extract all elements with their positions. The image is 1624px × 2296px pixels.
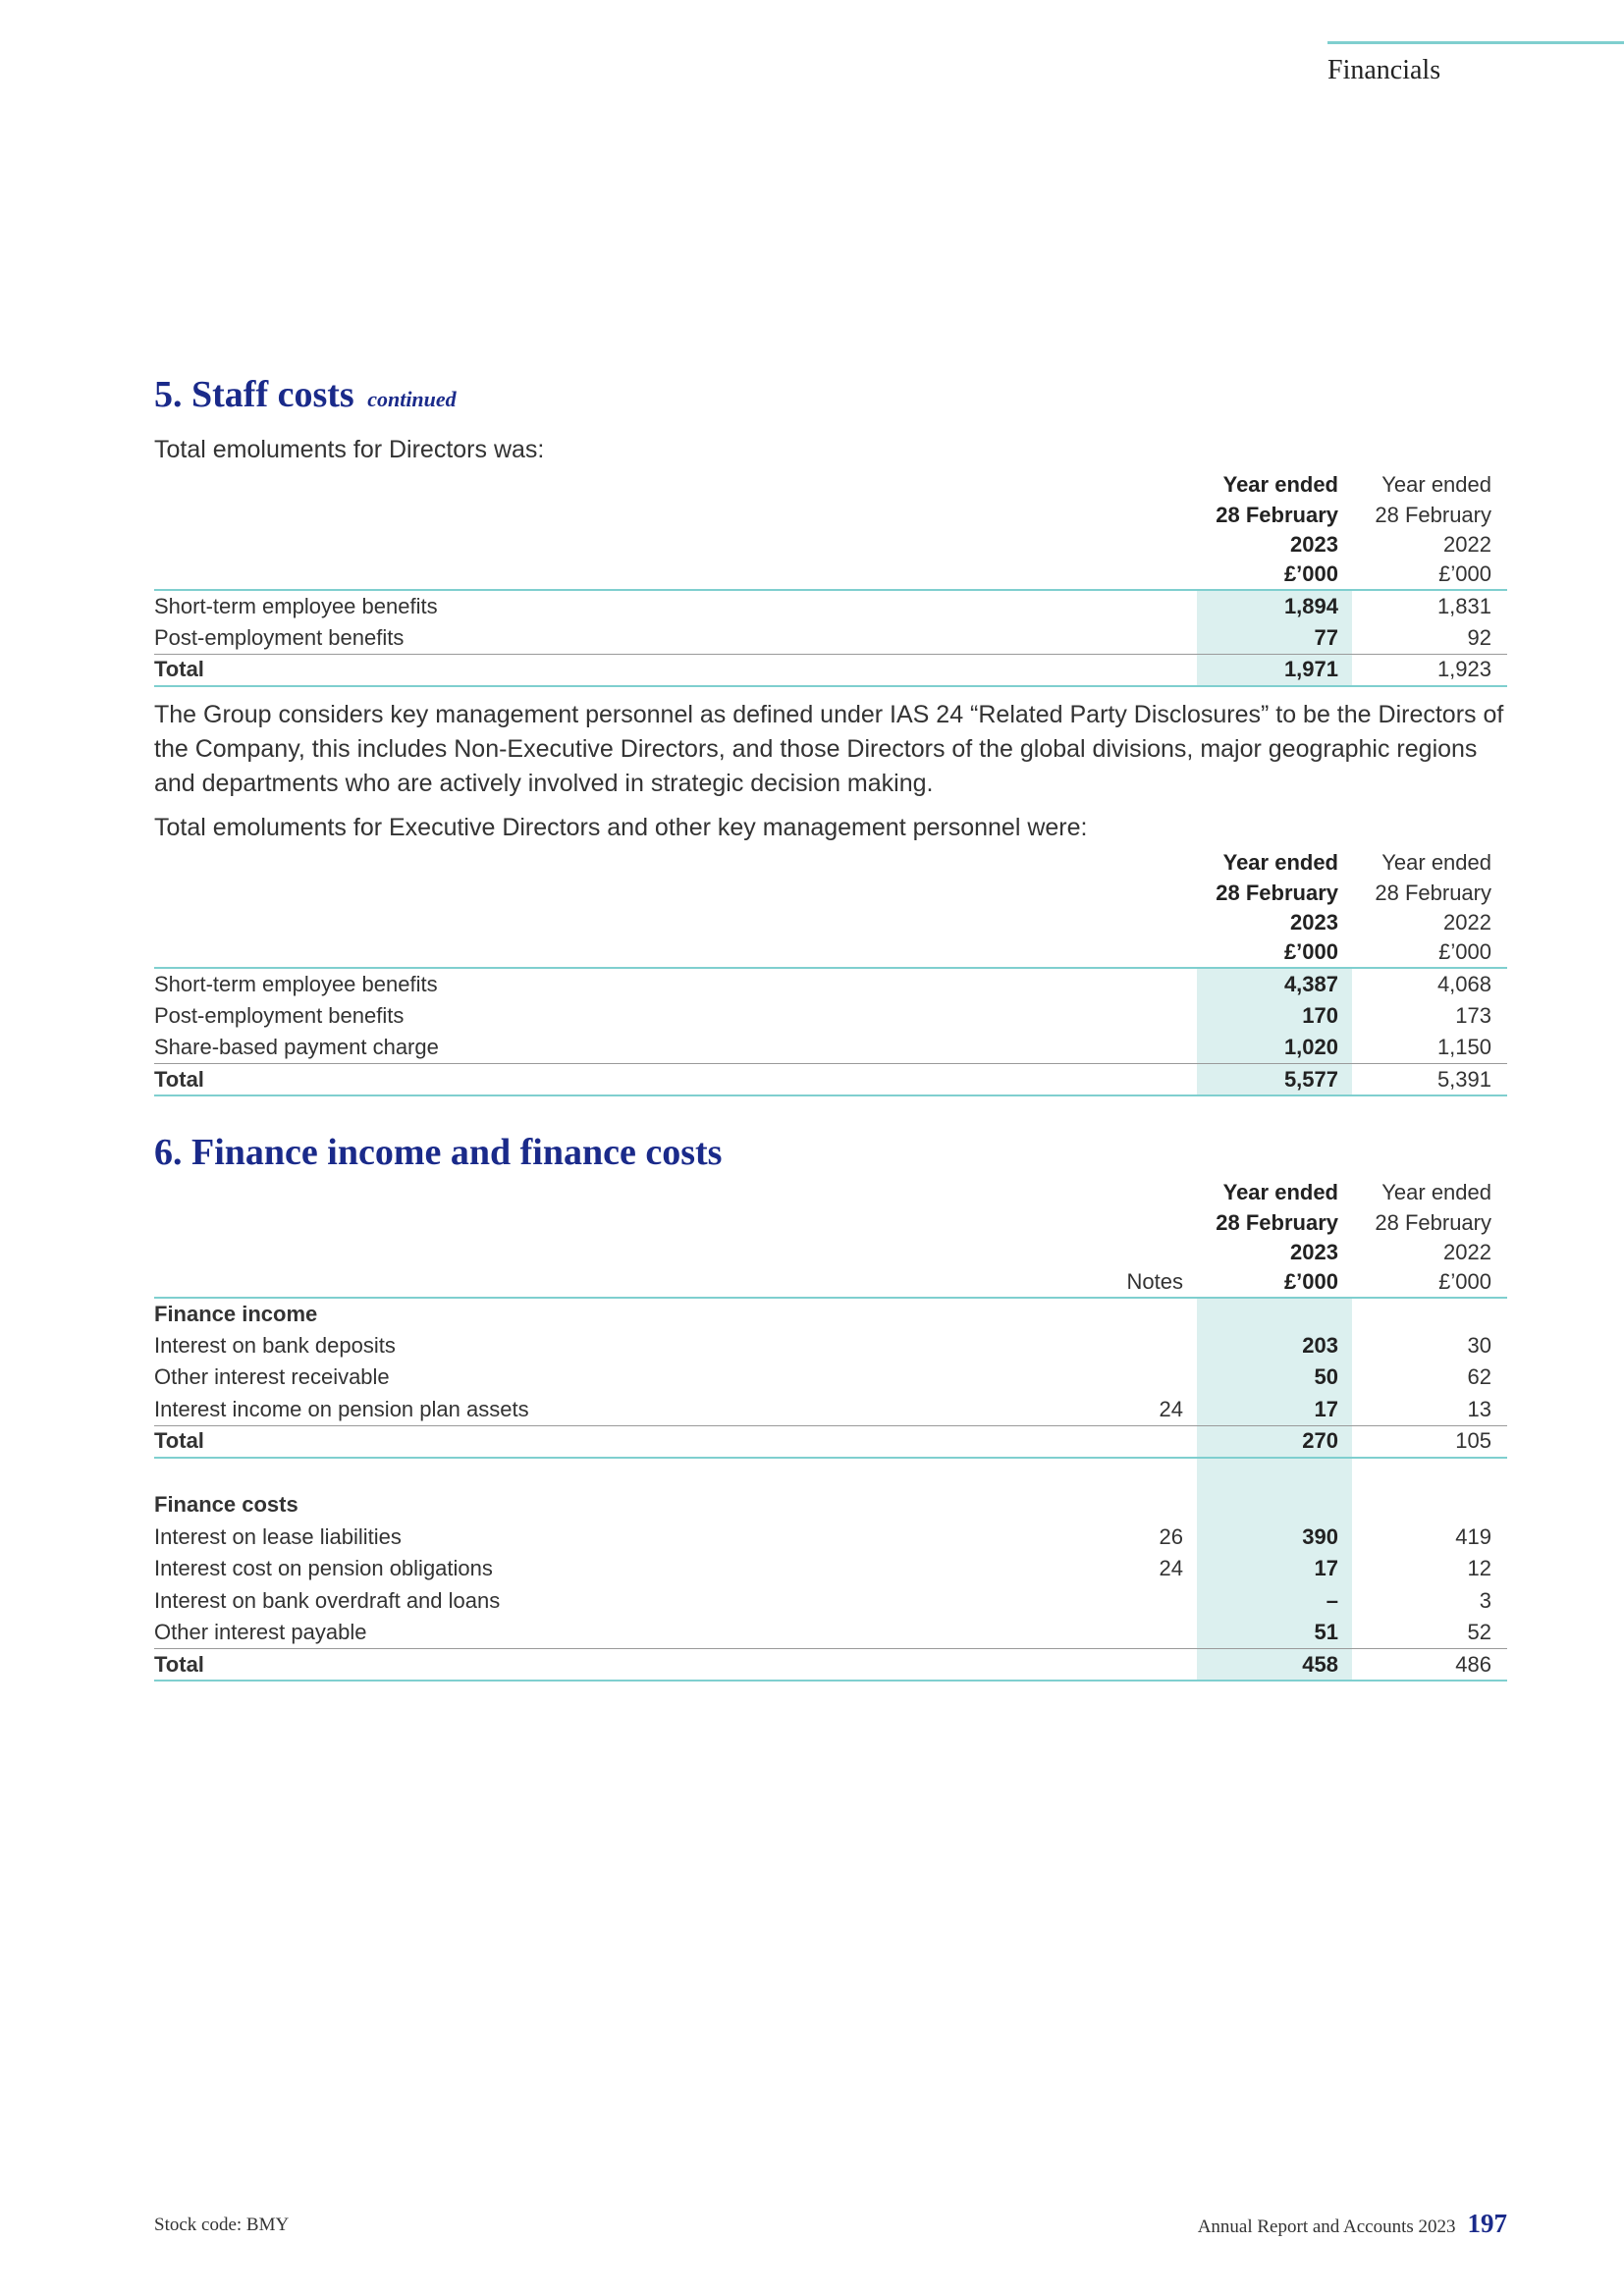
finance-income-heading: Finance income	[154, 1301, 318, 1326]
table-header-row	[154, 1238, 1507, 1268]
exec-table-wrap	[154, 848, 1507, 1096]
header-rule	[1327, 41, 1624, 44]
value-2022: 486	[1352, 1649, 1507, 1682]
value-2023: 77	[1197, 622, 1352, 655]
finance-table-wrap	[154, 1178, 1507, 1682]
directors-emoluments-table	[154, 470, 1507, 687]
value-2023: 5,577	[1197, 1064, 1352, 1096]
row-label: Post-employment benefits	[154, 624, 405, 650]
finance-income-costs-table	[154, 1178, 1507, 1682]
col-header-2023: £’000	[1197, 561, 1352, 591]
row-note	[1118, 1617, 1197, 1649]
value-2022: 92	[1467, 624, 1491, 650]
col-header-2023: 2023	[1197, 908, 1352, 938]
col-header-2022: Year ended	[1381, 472, 1491, 498]
table-header-row	[154, 938, 1507, 969]
footer-report	[1198, 2209, 1507, 2239]
total-row	[154, 1064, 1507, 1096]
row-note: 24	[1159, 1396, 1183, 1421]
exec-directors-intro: Total emoluments for Executive Directors and other key management personnel were:	[154, 814, 1088, 841]
value-2023: 1,894	[1197, 590, 1352, 622]
value-2022: 173	[1455, 1002, 1491, 1028]
stock-code: Stock code: BMY	[154, 2215, 290, 2235]
section-5-title	[154, 376, 1507, 413]
value-2022: 52	[1467, 1620, 1491, 1644]
col-header-2022: 2022	[1443, 910, 1491, 935]
value-2022: 1,923	[1352, 654, 1507, 686]
value-2023: 50	[1197, 1362, 1352, 1394]
value-2023: 17	[1197, 1553, 1352, 1585]
key-management-paragraph: The Group considers key management personnel as defined under IAS 24 “Related Party Disclosures” to be the Directors of the Company, this includes Non-Executive Directors, and those Directors of the global divisions, major geographic regions and departments who are actively involved in strategic decision making.	[154, 701, 1504, 797]
spacer-row	[154, 1458, 1507, 1490]
col-header-2023: 28 February	[1197, 1208, 1352, 1239]
row-label: Total	[154, 654, 1118, 686]
col-header-2022: 28 February	[1375, 1209, 1491, 1235]
col-header-2022: Year ended	[1381, 1180, 1491, 1205]
total-row	[154, 654, 1507, 686]
row-label: Total	[154, 1064, 1118, 1096]
row-label: Total	[154, 1425, 1118, 1458]
col-header-2022: £’000	[1352, 938, 1507, 969]
value-2023: 1,971	[1197, 654, 1352, 686]
col-header-2022: 28 February	[1375, 880, 1491, 905]
value-2022: 419	[1455, 1523, 1491, 1549]
col-header-2023: 28 February	[1197, 879, 1352, 909]
value-2023: 458	[1197, 1649, 1352, 1682]
col-header-2023: Year ended	[1197, 848, 1352, 879]
table-row	[154, 1362, 1507, 1394]
col-header-2023: 2023	[1197, 530, 1352, 561]
col-header-2022: Year ended	[1381, 850, 1491, 876]
directors-table-wrap	[154, 470, 1507, 687]
value-2023: 390	[1197, 1522, 1352, 1554]
value-2023: 17	[1197, 1394, 1352, 1426]
row-label: Post-employment benefits	[154, 1002, 405, 1028]
value-2023: 203	[1197, 1330, 1352, 1362]
table-row	[154, 1000, 1507, 1033]
table-row	[154, 1330, 1507, 1362]
table-header-row	[154, 1268, 1507, 1299]
directors-intro: Total emoluments for Directors was:	[154, 436, 545, 463]
total-row	[154, 1649, 1507, 1682]
section-label: Financials	[1327, 55, 1441, 85]
value-2023: 4,387	[1197, 968, 1352, 1000]
table-header-row	[154, 1178, 1507, 1208]
table-header-row	[154, 501, 1507, 531]
table-row	[154, 622, 1507, 655]
col-header-2023: £’000	[1197, 938, 1352, 969]
subheading-row	[154, 1298, 1507, 1330]
total-row	[154, 1425, 1507, 1458]
value-2022: 30	[1467, 1332, 1491, 1358]
row-label: Interest on bank overdraft and loans	[154, 1587, 501, 1613]
section-6-title: 6. Finance income and finance costs	[154, 1132, 723, 1173]
value-2022: 3	[1479, 1587, 1491, 1613]
col-header-2022: 2022	[1443, 532, 1491, 558]
value-2022: 62	[1467, 1364, 1491, 1390]
row-label: Interest on lease liabilities	[154, 1523, 402, 1549]
row-note	[1118, 1585, 1197, 1618]
row-note	[1118, 1330, 1197, 1362]
row-note: 24	[1159, 1556, 1183, 1581]
value-2023: –	[1197, 1585, 1352, 1618]
col-header-2023: Year ended	[1197, 1178, 1352, 1208]
value-2022: 12	[1467, 1556, 1491, 1581]
table-row	[154, 1394, 1507, 1426]
value-2023: 51	[1197, 1617, 1352, 1649]
table-header-row	[154, 530, 1507, 561]
table-row	[154, 1617, 1507, 1649]
value-2022: 1,831	[1436, 593, 1491, 618]
row-label: Share-based payment charge	[154, 1035, 439, 1059]
section-6	[154, 1134, 1507, 1171]
table-row	[154, 968, 1507, 1000]
row-label: Interest on bank deposits	[154, 1332, 396, 1358]
value-2022: 13	[1467, 1396, 1491, 1421]
col-header-2022: £’000	[1352, 561, 1507, 591]
table-header-row	[154, 908, 1507, 938]
exec-emoluments-table	[154, 848, 1507, 1096]
table-header-row	[154, 1208, 1507, 1239]
table-header-row	[154, 848, 1507, 879]
table-row	[154, 1553, 1507, 1585]
row-label: Short-term employee benefits	[154, 971, 438, 996]
section-5-title-text: 5. Staff costs	[154, 374, 354, 415]
value-2023: 270	[1197, 1425, 1352, 1458]
notes-header: Notes	[1118, 1268, 1197, 1299]
page-number: 197	[1467, 2209, 1507, 2238]
value-2022: 5,391	[1352, 1064, 1507, 1096]
section-5	[154, 376, 1507, 413]
col-header-2022: 2022	[1443, 1240, 1491, 1265]
subheading-row	[154, 1489, 1507, 1522]
row-label: Total	[154, 1649, 1118, 1682]
col-header-2023: 28 February	[1197, 501, 1352, 531]
row-label: Other interest receivable	[154, 1364, 390, 1390]
table-row	[154, 1522, 1507, 1554]
row-label: Short-term employee benefits	[154, 593, 438, 618]
col-header-2023: £’000	[1197, 1268, 1352, 1299]
row-label: Other interest payable	[154, 1620, 367, 1644]
table-header-row	[154, 561, 1507, 591]
finance-costs-heading: Finance costs	[154, 1492, 298, 1518]
col-header-2022: £’000	[1352, 1268, 1507, 1299]
table-header-row	[154, 879, 1507, 909]
table-row	[154, 590, 1507, 622]
col-header-2022: 28 February	[1375, 502, 1491, 527]
row-note: 26	[1159, 1523, 1183, 1549]
continued-label: continued	[367, 387, 457, 411]
value-2022: 4,068	[1436, 971, 1491, 996]
value-2022: 1,150	[1436, 1035, 1491, 1059]
value-2022: 105	[1352, 1425, 1507, 1458]
row-label: Interest cost on pension obligations	[154, 1556, 493, 1581]
report-title: Annual Report and Accounts 2023	[1197, 2216, 1456, 2237]
value-2023: 1,020	[1197, 1032, 1352, 1064]
row-label: Interest income on pension plan assets	[154, 1396, 529, 1421]
col-header-2023: Year ended	[1197, 470, 1352, 501]
value-2023: 170	[1197, 1000, 1352, 1033]
table-row	[154, 1585, 1507, 1618]
row-note	[1118, 1362, 1197, 1394]
table-row	[154, 1032, 1507, 1064]
table-header-row	[154, 470, 1507, 501]
col-header-2023: 2023	[1197, 1238, 1352, 1268]
